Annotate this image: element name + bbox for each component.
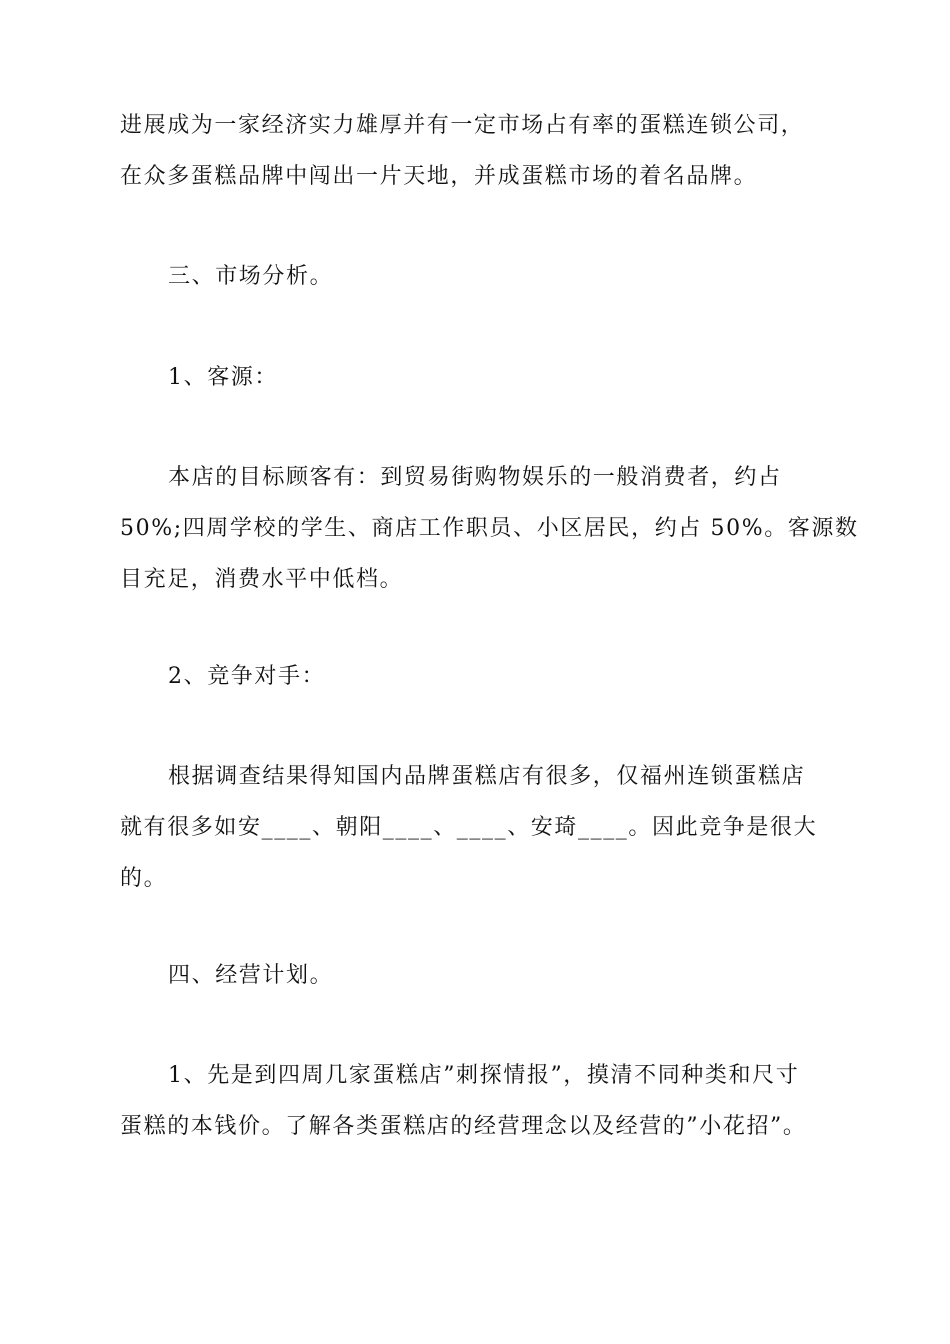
text-line: 在众多蛋糕品牌中闯出一片天地，并成蛋糕市场的着名品牌。 (120, 164, 758, 189)
text-line: 进展成为一家经济实力雄厚并有一定市场占有率的蛋糕连锁公司， (120, 113, 805, 138)
paragraph-customers (120, 452, 859, 605)
subsection-heading-competitors (120, 651, 888, 702)
text-line: 目充足，消费水平中低档。 (120, 567, 404, 592)
heading-text: 2、竞争对手： (168, 664, 326, 689)
heading-text: 四、经营计划。 (168, 963, 334, 988)
text-line: 蛋糕的本钱价。了解各类蛋糕店的经营理念以及经营的”小花招”。 (120, 1114, 807, 1139)
text-line: 的。 (120, 866, 168, 891)
text-line: 1、先是到四周几家蛋糕店”刺探情报”，摸清不同种类和尺寸 (168, 1063, 800, 1088)
text-line: 50%;四周学校的学生、商店工作职员、小区居民，约占 50%。客源数 (120, 516, 859, 541)
paragraph-plan-1 (120, 1050, 840, 1152)
text-line: 本店的目标顾客有：到贸易街购物娱乐的一般消费者，约占 (168, 465, 782, 490)
section-heading-business-plan (120, 950, 888, 1001)
heading-text: 1、客源： (168, 365, 278, 390)
paragraph-intro-continuation (120, 100, 840, 202)
section-heading-market-analysis (120, 251, 888, 302)
heading-text: 三、市场分析。 (168, 264, 334, 289)
text-line: 根据调查结果得知国内品牌蛋糕店有很多，仅福州连锁蛋糕店 (168, 764, 806, 789)
paragraph-competitors (120, 751, 840, 904)
text-line: 就有很多如安____、朝阳____、____、安琦____。因此竞争是很大 (120, 815, 818, 840)
subsection-heading-customers (120, 352, 888, 403)
